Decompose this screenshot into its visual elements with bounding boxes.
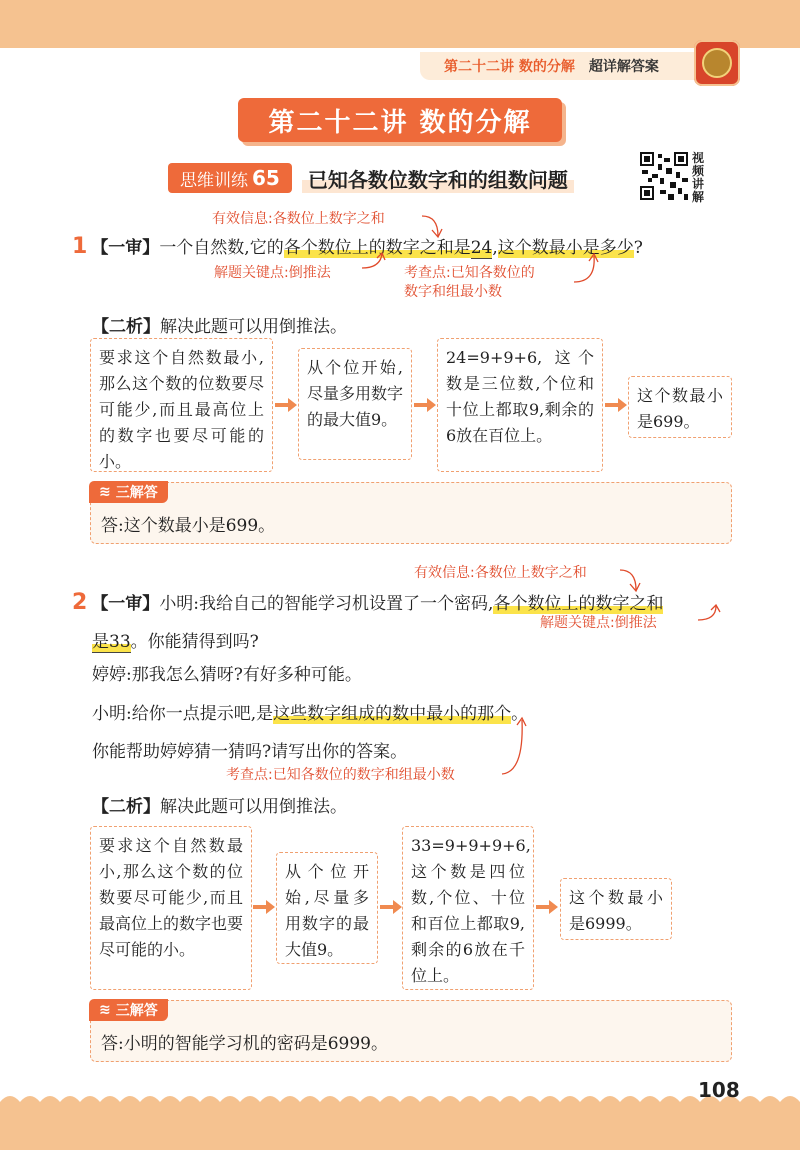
page-title: 第二十二讲 数的分解 <box>238 98 562 142</box>
qr-code-icon[interactable] <box>638 150 690 202</box>
q1-highlight-value: 24 <box>470 238 493 258</box>
q1-answer-text: 答:这个数最小是699。 <box>101 516 276 536</box>
q1-analysis-text: 解决此题可以用倒推法。 <box>160 317 347 337</box>
q2-arrow-3-icon <box>536 900 558 914</box>
q2-anno-info: 有效信息:各数位上数字之和 <box>414 565 587 581</box>
header-lecture: 第二十二讲 数的分解 <box>444 59 575 75</box>
bottom-scallop <box>0 1090 800 1112</box>
q2-step-box-2: 从个位开始,尽量多用数字的最大值9。 <box>276 852 378 964</box>
q2-answer-tab <box>89 999 168 1021</box>
q2-question-line-2 <box>92 627 259 652</box>
q1-highlight-sum: 各个数位上的数字之和是 <box>283 238 471 258</box>
training-heading <box>168 163 574 193</box>
q1-anno-key-arrow-icon <box>360 252 388 274</box>
q2-text-a: 小明:我给自己的智能学习机设置了一个密码, <box>159 594 494 614</box>
running-header <box>420 52 700 80</box>
q2-answer-text: 答:小明的智能学习机的密码是6999。 <box>101 1034 388 1054</box>
q2-text-b: 。你能猜得到吗? <box>130 632 259 652</box>
q2-dialog-line-5: 你能帮助婷婷猜一猜吗?请写出你的答案。 <box>92 742 408 762</box>
q2-answer-tab-label: 三解答 <box>115 1003 158 1019</box>
q1-analysis-line <box>92 312 347 337</box>
q2-dialog-line-3: 婷婷:那我怎么猜呀?有好多种可能。 <box>92 665 362 685</box>
q1-step-box-3: 24=9+9+6, 这个数是三位数,个位和十位上都取9,剩余的6放在百位上。 <box>437 338 603 472</box>
wave-icon: ≋ <box>99 1002 111 1018</box>
q1-text-c: ? <box>633 238 643 258</box>
q2-dialog-line-4 <box>92 699 528 724</box>
q1-text-a: 一个自然数,它的 <box>159 238 284 258</box>
q1-step-box-1: 要求这个自然数最小,那么这个数的位数要尽可能少,而且最高位上的数字也要尽可能的小。 <box>90 338 273 472</box>
q2-step-box-4: 这个数最小是6999。 <box>560 878 672 940</box>
q2-analysis-line <box>92 792 347 817</box>
q2-line4-text-b: 。 <box>511 704 529 724</box>
q2-step-box-1: 要求这个自然数最小,那么这个数的位数要尽可能少,而且最高位上的数字也要尽可能的小。 <box>90 826 252 990</box>
q1-tag-review: 【一审】 <box>91 238 160 258</box>
training-badge-number: 65 <box>252 166 280 190</box>
q1-arrow-2-icon <box>414 398 436 412</box>
q1-step-box-2: 从个位开始,尽量多用数字的最大值9。 <box>298 348 412 460</box>
q2-anno-check: 考查点:已知各数位的数字和组最小数 <box>226 767 455 783</box>
q2-anno-check-arrow-icon <box>500 716 530 778</box>
q1-anno-check-1: 考查点:已知各数位的 <box>404 265 535 281</box>
q2-highlight-sum: 各个数位上的数字之和 <box>493 594 664 614</box>
top-scallop <box>0 30 800 52</box>
training-badge <box>168 163 292 193</box>
page-number: 108 <box>698 1078 740 1102</box>
logo-badge-icon <box>694 40 740 86</box>
q2-anno-key-arrow-icon <box>696 604 724 626</box>
q2-tag-analysis: 【二析】 <box>92 797 160 817</box>
q1-tag-analysis: 【二析】 <box>92 317 160 337</box>
q1-answer-tab <box>89 481 168 503</box>
q2-number: 2 <box>72 590 88 615</box>
q2-tag-review: 【一审】 <box>91 594 160 614</box>
q2-highlight-value: 是33 <box>92 632 131 652</box>
q2-analysis-text: 解决此题可以用倒推法。 <box>160 797 347 817</box>
training-badge-text: 思维训练 <box>180 170 248 191</box>
q2-arrow-2-icon <box>380 900 402 914</box>
q1-highlight-min: 这个数最小是多少 <box>497 238 634 258</box>
qr-label: 视频讲解 <box>692 151 705 204</box>
wave-icon: ≋ <box>99 484 111 500</box>
training-title: 已知各数位数字和的组数问题 <box>302 164 574 193</box>
q2-highlight-min: 这些数字组成的数中最小的那个 <box>273 704 512 724</box>
q1-anno-info: 有效信息:各数位上数字之和 <box>212 211 385 227</box>
q1-answer-panel <box>90 482 732 544</box>
q1-arrow-3-icon <box>605 398 627 412</box>
q2-line4-text-a: 小明:给你一点提示吧,是 <box>92 704 274 724</box>
q1-anno-key: 解题关键点:倒推法 <box>214 265 331 281</box>
q1-step-box-4: 这个数最小是699。 <box>628 376 732 438</box>
q2-anno-key: 解题关键点:倒推法 <box>540 615 657 631</box>
q2-answer-panel <box>90 1000 732 1062</box>
q1-text-b: , <box>492 238 498 258</box>
q1-answer-tab-label: 三解答 <box>115 485 158 501</box>
q1-question-line <box>72 233 643 259</box>
q1-number: 1 <box>72 234 88 259</box>
q1-arrow-1-icon <box>275 398 297 412</box>
q1-anno-check-arrow-icon <box>572 252 602 286</box>
header-answer: 超详解答案 <box>588 59 659 75</box>
q2-step-box-3: 33=9+9+9+6,这个数是四位数,个位、十位和百位上都取9,剩余的6放在千位上。 <box>402 826 534 990</box>
q1-anno-check-2: 数字和组最小数 <box>404 284 502 300</box>
q2-arrow-1-icon <box>253 900 275 914</box>
